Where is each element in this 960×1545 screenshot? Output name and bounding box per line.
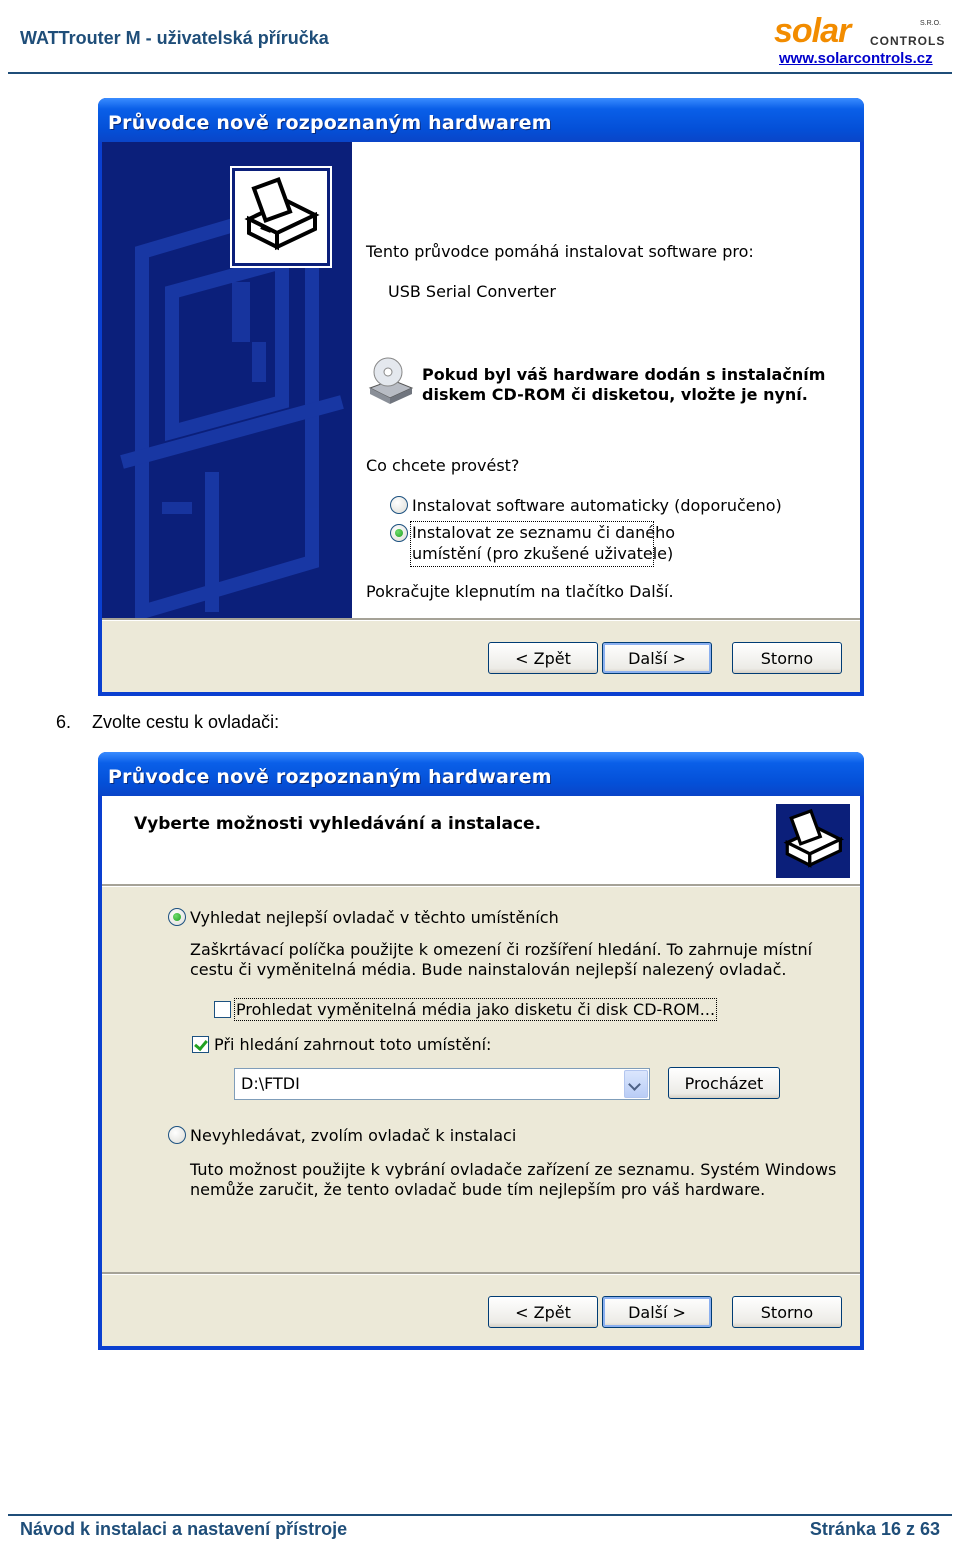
radio-install-auto-label[interactable]: Instalovat software automaticky (doporučeno) bbox=[412, 496, 782, 515]
checkbox-include-location[interactable] bbox=[192, 1036, 209, 1053]
chevron-down-icon[interactable] bbox=[624, 1070, 648, 1098]
location-path-combobox[interactable] bbox=[234, 1068, 650, 1100]
radio-do-not-search[interactable] bbox=[168, 1126, 186, 1144]
hardware-icon bbox=[776, 804, 850, 878]
checkbox-include-location-label[interactable]: Při hledání zahrnout toto umístění: bbox=[214, 1035, 492, 1054]
next-button[interactable]: Další > bbox=[602, 1296, 712, 1328]
step-instruction bbox=[56, 712, 279, 733]
logo-text-sub: CONTROLS bbox=[870, 34, 946, 48]
dialog-title: Průvodce nově rozpoznaným hardwarem bbox=[108, 766, 552, 788]
footer-document-name: Návod k instalaci a nastavení přístroje bbox=[20, 1519, 348, 1539]
logo-text-sro: S.R.O. bbox=[920, 20, 942, 27]
logo-text-main: solar bbox=[774, 12, 851, 50]
location-path-value: D:\FTDI bbox=[241, 1074, 300, 1093]
wizard-side-banner bbox=[102, 142, 352, 618]
next-button[interactable]: Další > bbox=[602, 642, 712, 674]
search-description-line1: Zaškrtávací políčka použijte k omezení či rozšíření hledání. To zahrnuje místní bbox=[190, 940, 813, 959]
dialog-client-area bbox=[102, 796, 860, 1346]
page-footer bbox=[0, 1510, 960, 1545]
browse-button[interactable]: Procházet bbox=[668, 1067, 780, 1099]
radio-install-from-list-label[interactable] bbox=[412, 523, 676, 565]
document-title: WATTrouter M - uživatelská příručka bbox=[20, 28, 329, 48]
page-header bbox=[0, 0, 960, 76]
button-area-divider bbox=[102, 618, 860, 621]
device-name: USB Serial Converter bbox=[388, 282, 556, 301]
back-button[interactable]: < Zpět bbox=[488, 642, 598, 674]
radio-install-auto[interactable] bbox=[390, 496, 408, 514]
radio-search-best-driver[interactable] bbox=[168, 908, 186, 926]
dialog-titlebar[interactable] bbox=[98, 752, 864, 796]
nosearch-description-line2: nemůže zaručit, že tento ovladač bude tím nejlepším pro váš hardware. bbox=[190, 1180, 766, 1199]
footer-divider bbox=[8, 1514, 952, 1516]
dialog-titlebar[interactable] bbox=[98, 98, 864, 142]
footer-page-number: Stránka 16 z 63 bbox=[809, 1519, 940, 1539]
search-description-line2: cestu či vyměnitelná média. Bude nainstalován nejlepší nalezený ovladač. bbox=[190, 960, 787, 979]
question-text: Co chcete provést? bbox=[366, 456, 520, 475]
option-list-line1: Instalovat ze seznamu či daného bbox=[412, 523, 676, 542]
continue-text: Pokračujte klepnutím na tlačítko Další. bbox=[366, 582, 674, 601]
header-divider bbox=[102, 884, 860, 887]
intro-text: Tento průvodce pomáhá instalovat software pro: bbox=[366, 242, 754, 261]
dialog-client-area bbox=[102, 142, 860, 692]
cd-drive-icon bbox=[366, 354, 416, 404]
solarcontrols-logo bbox=[774, 14, 946, 48]
checkbox-search-removable-media[interactable] bbox=[214, 1001, 231, 1018]
step-number: 6. bbox=[56, 712, 72, 732]
back-button[interactable]: < Zpět bbox=[488, 1296, 598, 1328]
radio-search-best-driver-label[interactable]: Vyhledat nejlepší ovladač v těchto umístěních bbox=[190, 908, 559, 927]
wizard-dialog-search-options bbox=[98, 752, 864, 1350]
hardware-icon bbox=[232, 168, 330, 266]
header-divider bbox=[8, 72, 952, 74]
cd-instruction-line2: diskem CD-ROM či disketou, vložte je nyní. bbox=[422, 385, 808, 404]
step-text: Zvolte cestu k ovladači: bbox=[92, 712, 280, 732]
radio-do-not-search-label[interactable]: Nevyhledávat, zvolím ovladač k instalaci bbox=[190, 1126, 517, 1145]
dialog-title: Průvodce nově rozpoznaným hardwarem bbox=[108, 112, 552, 134]
wizard-dialog-welcome bbox=[98, 98, 864, 696]
wizard-content-panel bbox=[352, 142, 860, 618]
nosearch-description-line1: Tuto možnost použijte k vybrání ovladače zařízení ze seznamu. Systém Windows bbox=[190, 1160, 837, 1179]
page-heading: Vyberte možnosti vyhledávání a instalace. bbox=[134, 814, 542, 834]
option-list-line2: umístění (pro zkušené uživatele) bbox=[412, 544, 674, 563]
wizard-header-panel bbox=[102, 796, 860, 884]
cd-instruction-line1: Pokud byl váš hardware dodán s instalačním bbox=[422, 365, 826, 384]
cancel-button[interactable]: Storno bbox=[732, 1296, 842, 1328]
cancel-button[interactable]: Storno bbox=[732, 642, 842, 674]
button-area-divider bbox=[102, 1272, 860, 1275]
checkbox-search-removable-media-label[interactable]: Prohledat vyměnitelná média jako disketu či disk CD-ROM... bbox=[236, 1000, 716, 1019]
website-link[interactable]: www.solarcontrols.cz bbox=[779, 50, 933, 67]
radio-install-from-list[interactable] bbox=[390, 524, 408, 542]
